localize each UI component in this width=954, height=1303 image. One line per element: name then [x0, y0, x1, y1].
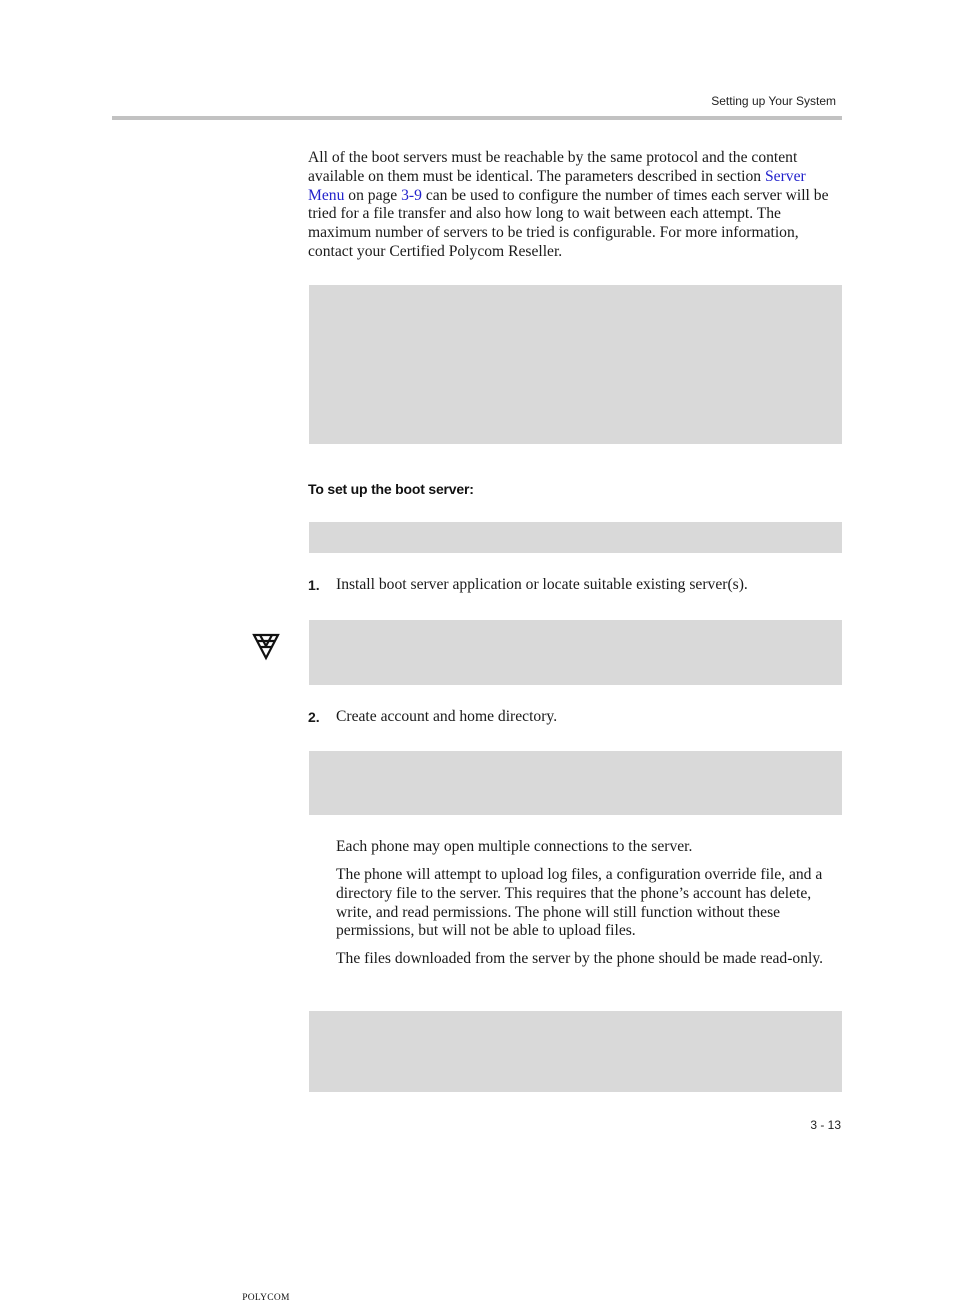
header-rule	[112, 116, 842, 120]
redacted-block	[309, 522, 842, 553]
step2-detail-1: Each phone may open multiple connections to the server.	[336, 838, 693, 855]
step-text: Install boot server application or locate suitable existing server(s).	[336, 576, 748, 593]
step-text: Create account and home directory.	[336, 708, 558, 725]
section-title: Setting up Your System	[711, 94, 836, 108]
step2-detail-2: The phone will attempt to upload log files, a configuration override file, and a directory file to the server. This requires that the phone’s account has delete, write, and read permissions. The phone will still function without these permissions, but will not be able to upload files.	[336, 866, 823, 940]
intro-text-1: All of the boot servers must be reachable by the same protocol and the content available on them must be identical. The parameters described in section	[308, 149, 798, 185]
procedure-heading: To set up the boot server:	[308, 481, 474, 497]
polycom-logo	[236, 632, 296, 1303]
page-ref-link[interactable]: 3-9	[401, 186, 422, 204]
redacted-block	[309, 620, 842, 685]
intro-paragraph	[308, 149, 842, 262]
redacted-block	[309, 1011, 842, 1092]
intro-text-2: on page	[344, 186, 402, 204]
intro-text-3: can be used to configure the number of times each server will be tried for a file transfer and also how long to wait between each attempt. The maximum number of servers to be tried is configurable. For more information, contact your Certified Polycom Reseller.	[308, 186, 829, 260]
step-number: 2.	[308, 709, 320, 725]
step2-detail-3: The files downloaded from the server by the phone should be made read-only.	[336, 950, 824, 967]
redacted-block	[309, 751, 842, 815]
redacted-block	[309, 285, 842, 444]
step-number: 1.	[308, 577, 320, 593]
page-number: 3 - 13	[810, 1118, 841, 1132]
polycom-triangle-icon	[236, 632, 296, 662]
server-menu-link[interactable]: Server Menu	[308, 167, 806, 204]
logo-brand-text: POLYCOM	[242, 1293, 290, 1303]
